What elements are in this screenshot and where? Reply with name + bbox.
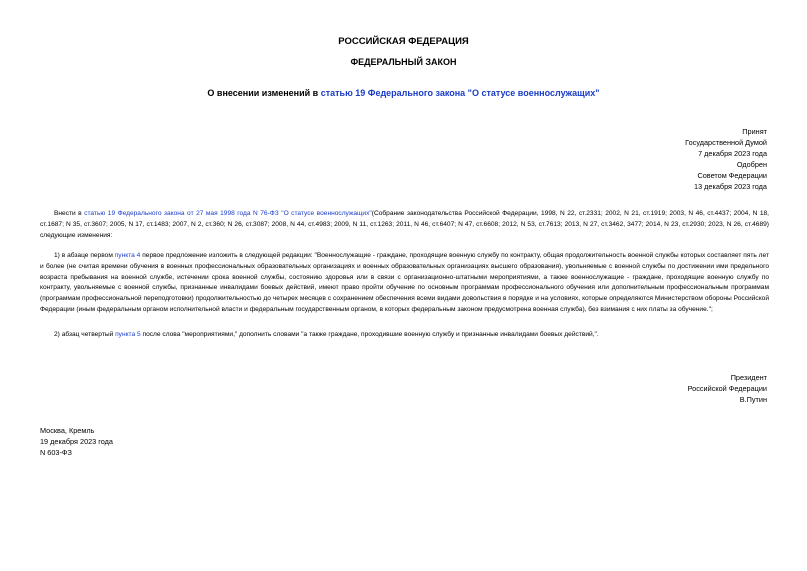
intro-suffix: (Собрание законодательства Российской Федерации, 1998, N 22, ст.2331; 2002, N 21, ст.1919; 2003, N 46, ст.4437; 2004, N 18, ст.1687; N 35, ст.3607; 2005, N 17, ст.1483; 2007, N 2, ст.360; N 26, ст.3087; 2008, N 44, ст.4983; 2009, N 11, ст.1263; 2011, N 46, ст.6407; N 47, ст.6608; 2012, N 53, ст.7613; 2013, N 27, ст.3462, 3477; 2014, N 23, ст.2930; 2023, N 26, ст.4689) следующие изменения: — [40, 210, 770, 239]
approved-label: Одобрен — [736, 160, 767, 169]
duma-date: 7 декабря 2023 года — [698, 149, 767, 158]
federation-heading: РОССИЙСКАЯ ФЕДЕРАЦИЯ — [338, 36, 469, 47]
council-label: Советом Федерации — [697, 171, 767, 180]
signature-country: Российской Федерации — [687, 384, 767, 393]
place-date: 19 декабря 2023 года — [40, 437, 113, 446]
intro-paragraph — [40, 209, 769, 241]
adoption-block — [685, 126, 767, 192]
law-title — [0, 88, 807, 98]
law-title-link[interactable]: статью 19 Федерального закона "О статусе военнослужащих" — [320, 88, 600, 98]
law-title-prefix: О внесении изменений в — [207, 88, 321, 98]
signature-block — [688, 372, 767, 405]
item-1-link[interactable]: пункта 4 — [114, 252, 141, 259]
intro-prefix: Внести в — [54, 210, 85, 217]
item-1-paragraph — [40, 251, 769, 316]
signature-role: Президент — [730, 373, 767, 382]
item-1-suffix: первое предложение изложить в следующей редакции: "Военнослужащие - граждане, проходящие военную службу по контракту, общая продолжительность военной службы которых составляет пять лет и более (не считая времени обучения в военных профессиональных образовательных организациях и военных образовательных организациях высшего образования), увольняемые с военной службы по достижении ими предельного возраста пребывания на военной службе, истечении срока военной службы, состоянию здоровья или в связи с организационно-штатными мероприятиями, а также военнослужащие - граждане, проходящие военную службу по контракту, увольняемые с военной службы, признанные инвалидами боевых действий, имеют право пройти обучение по основным программам профессионального обучения или дополнительным профессиональным программам (программам профессиональной переподготовки) продолжительностью до четырех месяцев с сохранением обеспечения всеми видами довольствия в порядке и на условиях, которые определяются Министерством обороны Российской Федерации (иным федеральным органом исполнительной власти и федеральным государственным органом, в которых федеральным законом предусмотрена военная служба), без взимания с них платы за обучение."; — [40, 252, 769, 313]
item-2-prefix: 2) абзац четвертый — [54, 331, 116, 338]
item-2-suffix: после слова "мероприятиями," дополнить словами "а также граждане, проходившие военную службу и признанные инвалидами боевых действий,". — [140, 331, 599, 338]
item-2-link[interactable]: пункта 5 — [115, 331, 141, 338]
place-date-block — [40, 425, 113, 458]
law-type-heading: ФЕДЕРАЛЬНЫЙ ЗАКОН — [350, 57, 457, 67]
intro-article-link[interactable]: статью 19 Федерального закона от 27 мая 1998 года N 76-ФЗ "О статусе военнослужащих" — [84, 210, 372, 217]
signature-name: В.Путин — [739, 395, 767, 404]
accepted-label: Принят — [742, 127, 767, 136]
item-1-prefix: 1) в абзаце первом — [54, 252, 115, 259]
item-2-paragraph — [40, 330, 769, 341]
duma-label: Государственной Думой — [685, 138, 767, 147]
council-date: 13 декабря 2023 года — [694, 182, 767, 191]
place-city: Москва, Кремль — [40, 426, 95, 435]
law-number: N 603-ФЗ — [40, 448, 72, 457]
